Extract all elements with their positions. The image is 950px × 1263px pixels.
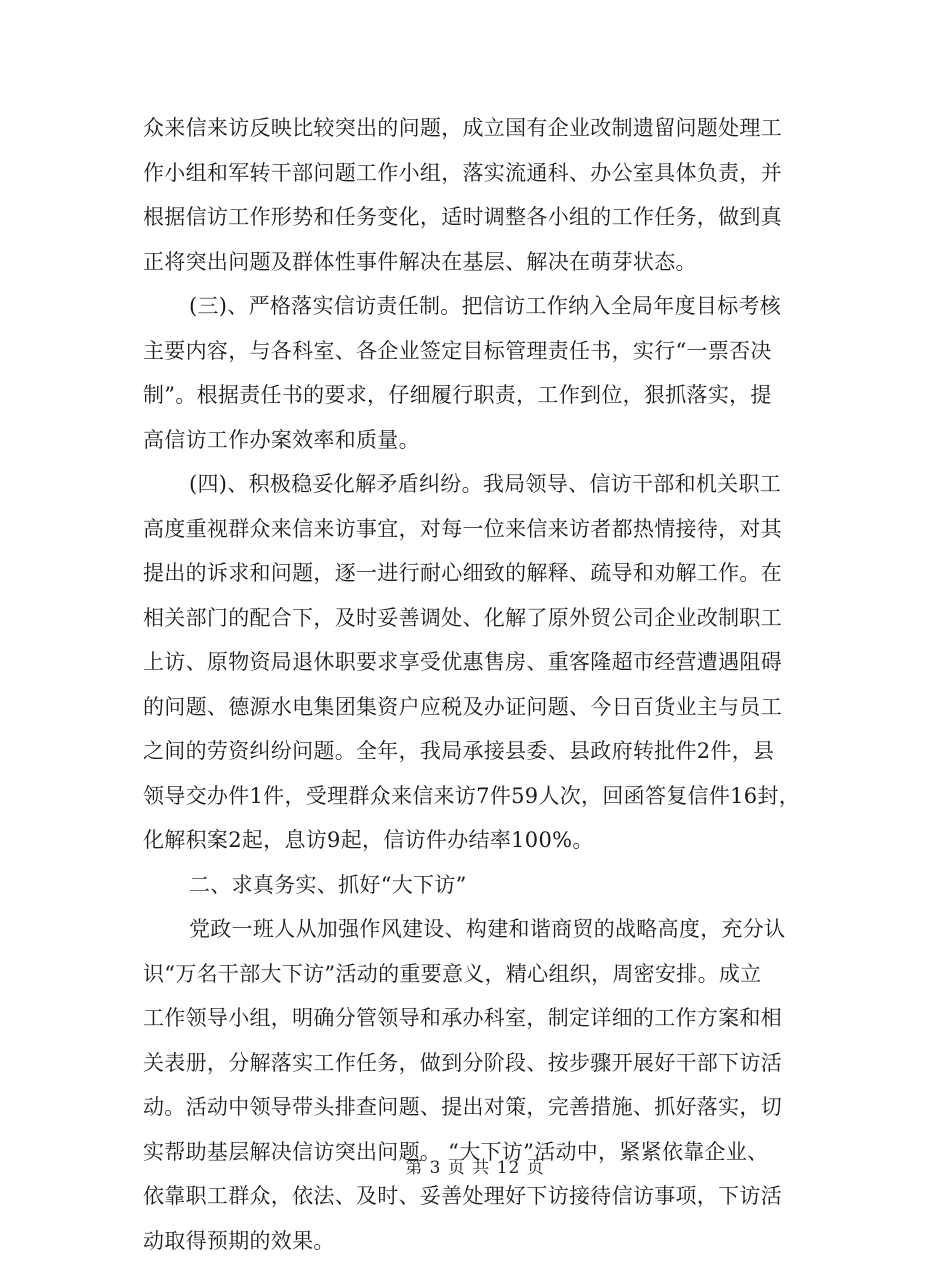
document-body	[143, 106, 823, 1263]
text-line: 动。活动中领导带头排查问题、提出对策，完善措施、抓好落实，切	[143, 1085, 823, 1130]
section-heading: 二、求真务实、抓好“大下访”	[143, 863, 823, 908]
text-line: 高度重视群众来信来访事宜，对每一位来信来访者都热情接待，对其	[143, 507, 823, 552]
text-line: 之间的劳资纠纷问题。全年，我局承接县委、县政府转批件2件，县	[143, 729, 823, 774]
paragraph-start-line: 党政一班人从加强作风建设、构建和谐商贸的战略高度，充分认	[143, 907, 823, 952]
text-line: 动取得预期的效果。	[143, 1219, 823, 1263]
text-line: 上访、原物资局退休职要求享受优惠售房、重客隆超市经营遭遇阻碍	[143, 640, 823, 685]
text-line: 主要内容，与各科室、各企业签定目标管理责任书，实行“一票否决	[143, 329, 823, 374]
text-line: 领导交办件1件，受理群众来信来访7件59人次，回函答复信件16封，	[143, 774, 823, 819]
text-line: 高信访工作办案效率和质量。	[143, 418, 823, 463]
text-line: 根据信访工作形势和任务变化，适时调整各小组的工作任务，做到真	[143, 195, 823, 240]
text-line: 识“万名干部大下访”活动的重要意义，精心组织，周密安排。成立	[143, 952, 823, 997]
text-line: 众来信来访反映比较突出的问题，成立国有企业改制遗留问题处理工	[143, 106, 823, 151]
paragraph-start-line: (三)、严格落实信访责任制。把信访工作纳入全局年度目标考核	[143, 284, 823, 329]
text-line: 相关部门的配合下，及时妥善调处、化解了原外贸公司企业改制职工	[143, 596, 823, 641]
text-line: 关表册，分解落实工作任务，做到分阶段、按步骤开展好干部下访活	[143, 1041, 823, 1086]
text-line: 的问题、德源水电集团集资户应税及办证问题、今日百货业主与员工	[143, 685, 823, 730]
text-line: 工作领导小组，明确分管领导和承办科室，制定详细的工作方案和相	[143, 996, 823, 1041]
text-line: 作小组和军转干部问题工作小组，落实流通科、办公室具体负责，并	[143, 151, 823, 196]
page-number-footer: 第 3 页 共 12 页	[0, 1153, 950, 1178]
text-line: 实帮助基层解决信访突出问题。 “大下访”活动中，紧紧依靠企业、	[143, 1130, 823, 1175]
text-line: 依靠职工群众，依法、及时、妥善处理好下访接待信访事项，下访活	[143, 1174, 823, 1219]
text-line: 正将突出问题及群体性事件解决在基层、解决在萌芽状态。	[143, 240, 823, 285]
text-line: 提出的诉求和问题，逐一进行耐心细致的解释、疏导和劝解工作。在	[143, 551, 823, 596]
text-line: 化解积案2起，息访9起，信访件办结率100%。	[143, 818, 823, 863]
paragraph-start-line: (四)、积极稳妥化解矛盾纠纷。我局领导、信访干部和机关职工	[143, 462, 823, 507]
text-line: 制”。根据责任书的要求，仔细履行职责，工作到位，狠抓落实，提	[143, 373, 823, 418]
